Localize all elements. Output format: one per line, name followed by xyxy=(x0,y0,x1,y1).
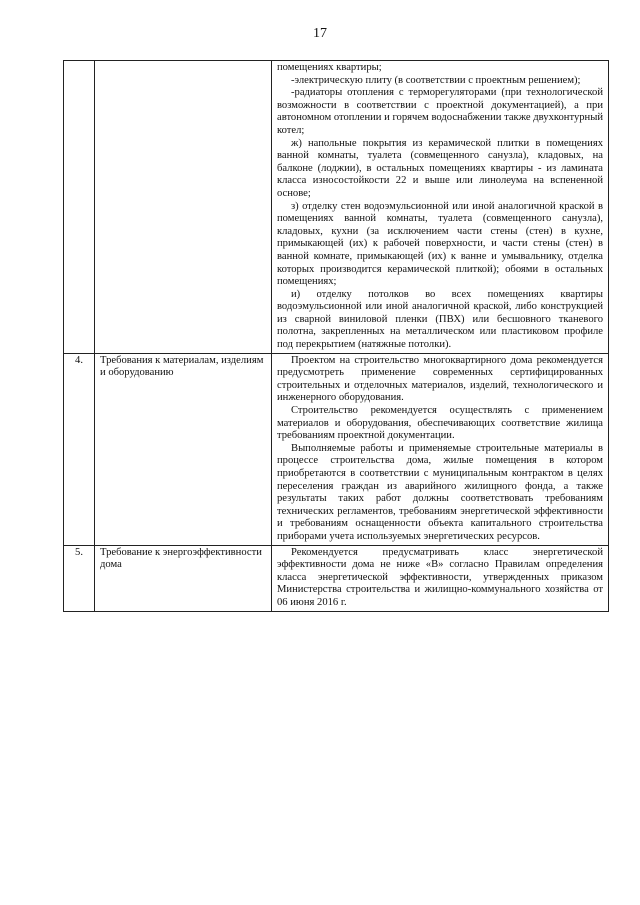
paragraph: Проектом на строительство многоквартирного дома рекомендуется предусмотреть применение современных сертифицированных строительных и отделочных материалов, изделий, технологического и инженерного оборудования. xyxy=(277,354,603,404)
row-number-cell: 5. xyxy=(64,545,95,611)
description-cell xyxy=(272,545,609,611)
table-row xyxy=(64,61,609,354)
paragraph: Строительство рекомендуется осуществлять с применением материалов и оборудования, обеспечивающих соответствие жилища требованиям проектной документации. xyxy=(277,405,603,442)
requirements-table xyxy=(63,60,609,612)
table-row xyxy=(64,353,609,545)
description-cell xyxy=(272,353,609,545)
paragraph: помещениях квартиры; xyxy=(277,62,382,73)
requirement-cell xyxy=(95,61,272,354)
requirement-cell: Требование к энергоэффективности дома xyxy=(95,545,272,611)
description-cell xyxy=(272,61,609,354)
paragraph: Рекомендуется предусматривать класс энергетической эффективности дома не ниже «В» согласно Правилам определения класса энергетической эффективности, утвержденных приказом Министерства строительства и жилищно-коммунального хозяйства от 06 июня 2016 г. xyxy=(277,546,603,608)
requirement-cell: Требования к материалам, изделиям и оборудованию xyxy=(95,353,272,545)
page-number: 17 xyxy=(313,26,327,41)
paragraph: з) отделку стен водоэмульсионной или иной аналогичной краской в помещениях ванной комнаты, туалета (совмещенного санузла), кладовых, кухни (за исключением части стены (стен) в кухне, примыкающей (их) к рабочей поверхности, и части стены (стен) в ванной комнате, примыкающей (их) к ванне и умывальнику, отделка которых производится керамической плиткой); обоями в остальных помещениях; xyxy=(277,200,603,288)
paragraph: -радиаторы отопления с терморегуляторами (при технологической возможности в соответствии с проектной документацией), а при автономном отоплении и горячем водоснабжении также двухконтурный котел; xyxy=(277,87,603,136)
paragraph: и) отделку потолков во всех помещениях квартиры водоэмульсионной или иной аналогичной краской, либо конструкцией из сварной виниловой пленки (ПВХ) или бесшовного тканевого полотна, закрепленных на металлическом или пластиковом профиле под перекрытием (натяжные потолки). xyxy=(277,288,603,351)
paragraph: Выполняемые работы и применяемые строительные материалы в процессе строительства дома, жилые помещения в котором приобретаются в соответствии с муниципальным контрактом в целях переселения граждан из аварийного жилищного фонда, а также результаты таких работ должны соответствовать требованиям технических регламентов, требованиям энергетической эффективности и требованиям оснащенности объекта капитального строительства приборами учета используемых энергетических ресурсов. xyxy=(277,442,603,542)
paragraph: -электрическую плиту (в соответствии с проектным решением); xyxy=(291,74,581,86)
paragraph: ж) напольные покрытия из керамической плитки в помещениях ванной комнаты, туалета (совмещенного санузла), кладовых, на балконе (лоджии), в остальных помещениях квартиры - из ламината класса износостойкости 22 и выше или линолеума на вспененной основе; xyxy=(277,137,603,199)
table-row xyxy=(64,545,609,611)
row-number-cell xyxy=(64,61,95,354)
row-number-cell: 4. xyxy=(64,353,95,545)
